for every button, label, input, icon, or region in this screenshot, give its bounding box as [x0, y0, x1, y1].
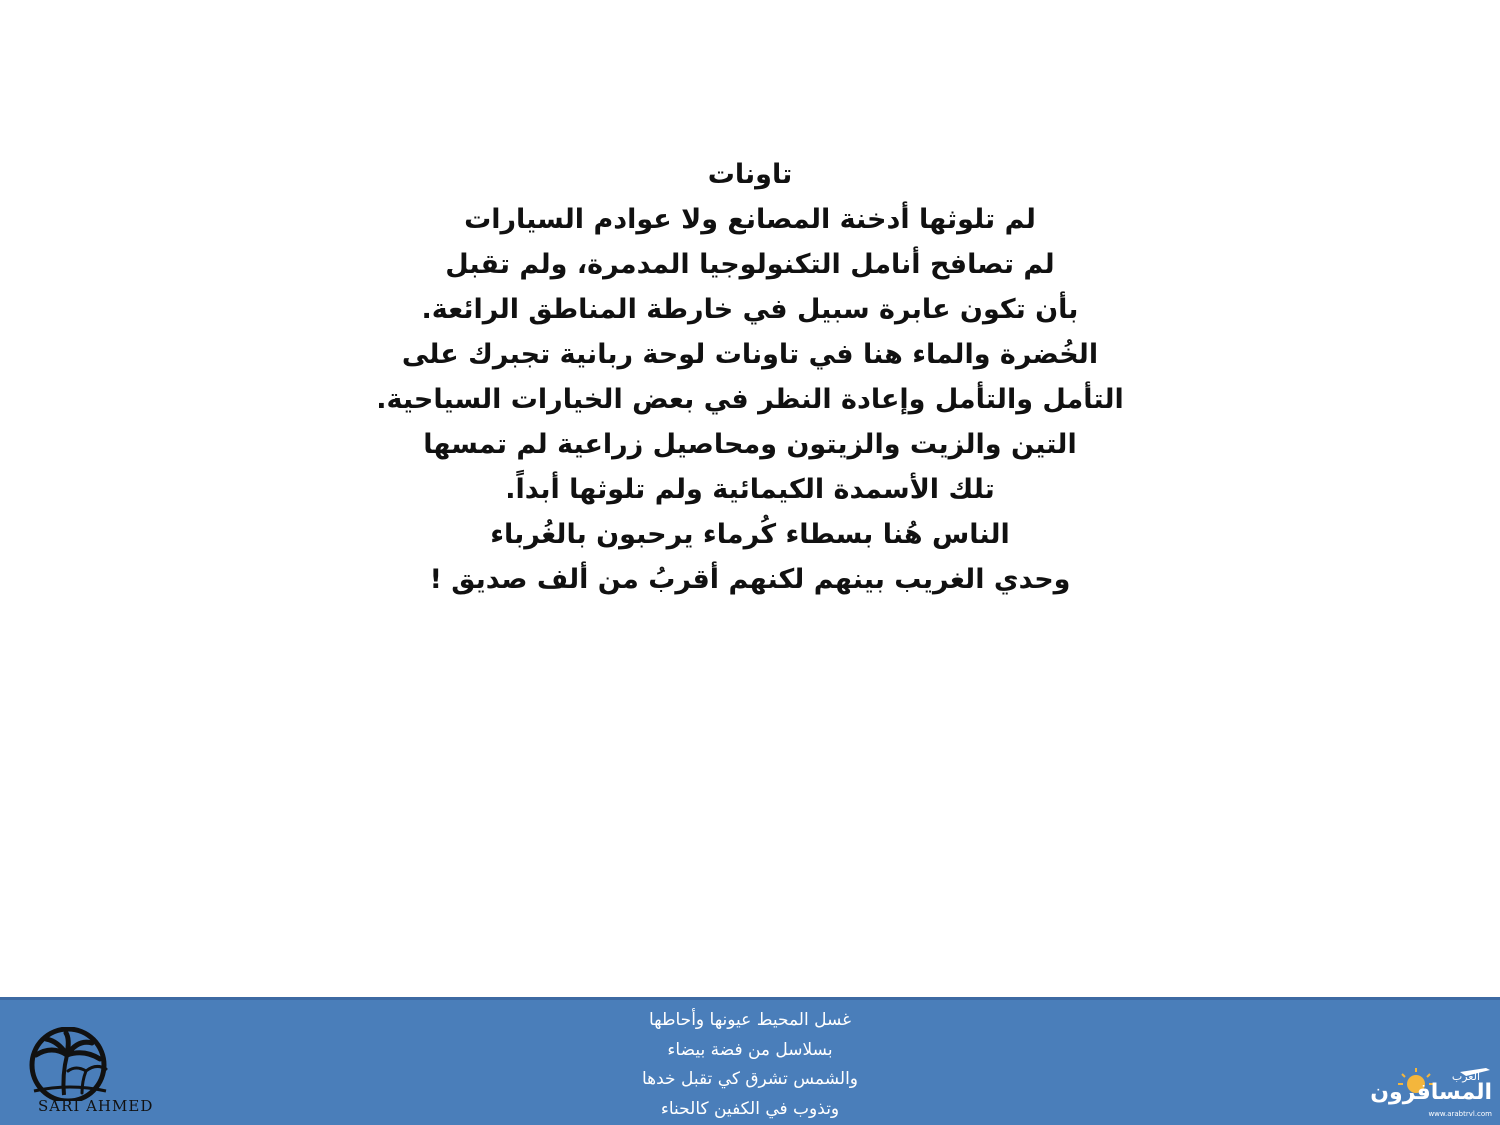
arabtrvl-logo	[1370, 1060, 1496, 1120]
text-line: لم تصافح أنامل التكنولوجيا المدمرة، ولم تقبل	[445, 249, 1055, 280]
footer-banner	[0, 997, 1500, 1125]
logo-url-text: www.arabtrvl.com	[1428, 1110, 1492, 1118]
poem-line: بسلاسل من فضة بيضاء	[667, 1039, 833, 1060]
logo-name-text: المسافرون	[1370, 1080, 1492, 1105]
poem-line: غسل المحيط عيونها وأحاطها	[648, 1010, 852, 1030]
poem-line: وتذوب في الكفين كالحناء	[660, 1098, 840, 1119]
main-text-block	[300, 152, 1200, 602]
text-line: التين والزيت والزيتون ومحاصيل زراعية لم تمسها	[423, 429, 1077, 460]
text-line: وحدي الغريب بينهم لكنهم أقربُ من ألف صديق !	[429, 564, 1071, 595]
logo-small-text: العرب	[1451, 1070, 1480, 1083]
poem-line: والشمس تشرق كي تقبل خدها	[641, 1069, 859, 1089]
footer-poem	[500, 1006, 1000, 1124]
text-line: لم تلوثها أدخنة المصانع ولا عوادم السيارات	[464, 204, 1036, 235]
palm-tree-icon	[20, 1027, 120, 1101]
text-line: تلك الأسمدة الكيمائية ولم تلوثها أبداً.	[505, 474, 995, 505]
text-line: التأمل والتأمل وإعادة النظر في بعض الخيارات السياحية.	[376, 384, 1124, 415]
signature-text: SARI AHMED	[38, 1097, 154, 1115]
sari-ahmed-logo	[20, 1027, 200, 1123]
page-title: تاونات	[707, 159, 793, 190]
text-line: الخُضرة والماء هنا في تاونات لوحة ربانية تجبرك على	[401, 339, 1099, 370]
text-line: بأن تكون عابرة سبيل في خارطة المناطق الرائعة.	[421, 294, 1079, 325]
text-line: الناس هُنا بسطاء كُرماء يرحبون بالغُرباء	[490, 519, 1010, 550]
